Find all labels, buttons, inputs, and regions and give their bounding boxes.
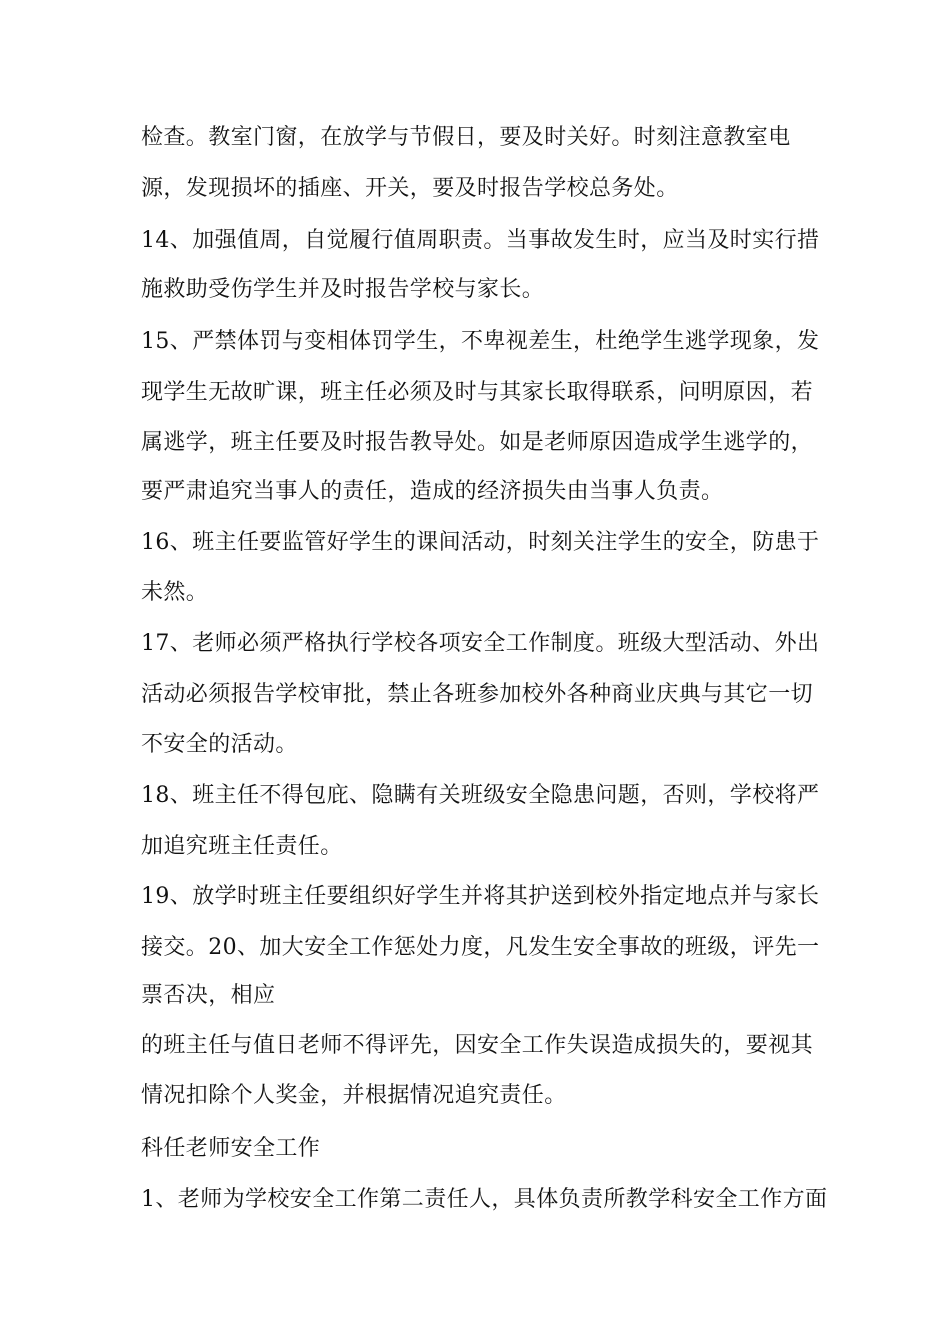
text-line: 15、严禁体罚与变相体罚学生，不卑视差生，杜绝学生逃学现象，发 bbox=[141, 329, 820, 354]
text-line: 的班主任与值日老师不得评先，因安全工作失误造成损失的，要视其 bbox=[141, 1033, 814, 1058]
text-line: 源，发现损坏的插座、开关，要及时报告学校总务处。 bbox=[141, 176, 679, 201]
text-line: 施救助受伤学生并及时报告学校与家长。 bbox=[141, 277, 545, 302]
text-line: 16、班主任要监管好学生的课间活动，时刻关注学生的安全，防患于 bbox=[141, 530, 820, 555]
text-line: 接交。20、加大安全工作惩处力度，凡发生安全事故的班级，评先一 bbox=[141, 935, 820, 960]
text-line: 17、老师必须严格执行学校各项安全工作制度。班级大型活动、外出 bbox=[141, 631, 820, 656]
text-line: 1、老师为学校安全工作第二责任人，具体负责所教学科安全工作方面 bbox=[141, 1187, 828, 1212]
text-line: 加追究班主任责任。 bbox=[141, 834, 343, 859]
text-line: 现学生无故旷课，班主任必须及时与其家长取得联系，问明原因，若 bbox=[141, 380, 814, 405]
text-line: 检查。教室门窗，在放学与节假日，要及时关好。时刻注意教室电 bbox=[141, 125, 791, 150]
text-line: 不安全的活动。 bbox=[141, 732, 298, 757]
text-line: 属逃学，班主任要及时报告教导处。如是老师原因造成学生逃学的， bbox=[141, 430, 814, 455]
text-line: 14、加强值周，自觉履行值周职责。当事故发生时，应当及时实行措 bbox=[141, 228, 820, 253]
text-line: 票否决，相应 bbox=[141, 983, 276, 1008]
section-heading: 科任老师安全工作 bbox=[141, 1136, 321, 1161]
text-line: 19、放学时班主任要组织好学生并将其护送到校外指定地点并与家长 bbox=[141, 884, 820, 909]
text-line: 情况扣除个人奖金，并根据情况追究责任。 bbox=[141, 1083, 567, 1108]
text-line: 未然。 bbox=[141, 580, 209, 605]
text-line: 18、班主任不得包庇、隐瞒有关班级安全隐患问题，否则，学校将严 bbox=[141, 783, 820, 808]
text-line: 要严肃追究当事人的责任，造成的经济损失由当事人负责。 bbox=[141, 479, 724, 504]
text-line: 活动必须报告学校审批，禁止各班参加校外各种商业庆典与其它一切 bbox=[141, 682, 814, 707]
